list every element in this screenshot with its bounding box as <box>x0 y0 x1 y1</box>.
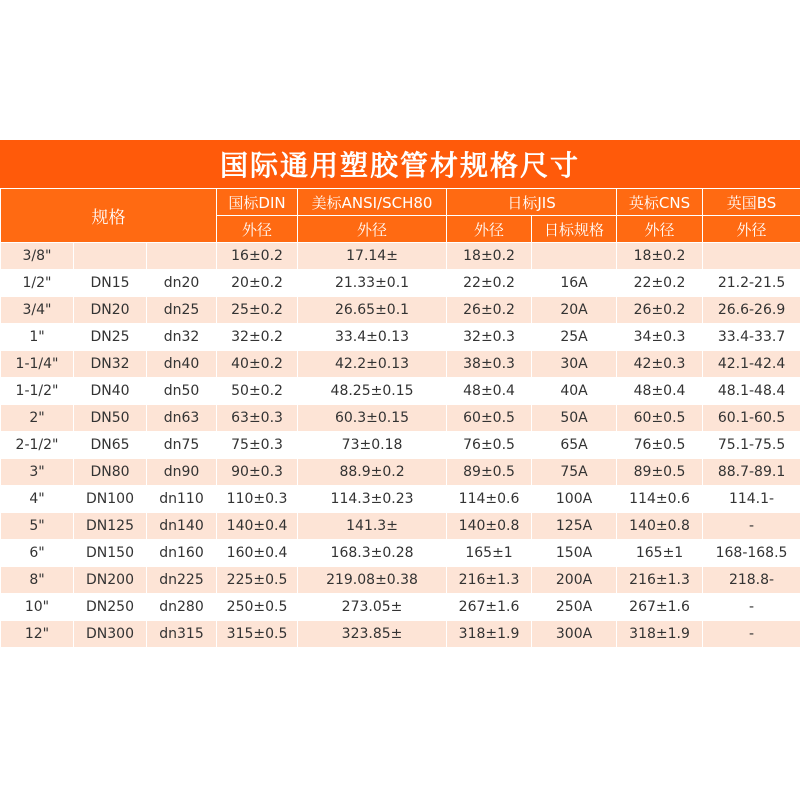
cell-ansi-od: 219.08±0.38 <box>298 567 447 594</box>
cell-jis-spec: 25A <box>532 324 617 351</box>
cell-din-od: 110±0.3 <box>217 486 298 513</box>
page-title: 国际通用塑胶管材规格尺寸 <box>219 149 580 182</box>
cell-dn-small: dn63 <box>147 405 217 432</box>
cell-jis-spec: 30A <box>532 351 617 378</box>
cell-ansi-od: 168.3±0.28 <box>298 540 447 567</box>
cell-din-od: 90±0.3 <box>217 459 298 486</box>
header-row-1 <box>1 189 800 216</box>
cell-cns-od: 89±0.5 <box>617 459 703 486</box>
cell-din-od: 225±0.5 <box>217 567 298 594</box>
cell-ansi-od: 73±0.18 <box>298 432 447 459</box>
cell-dn: DN80 <box>74 459 147 486</box>
spec-table <box>0 188 800 648</box>
cell-jis-od: 26±0.2 <box>447 297 532 324</box>
cell-ansi-od: 60.3±0.15 <box>298 405 447 432</box>
cell-cns-od: 76±0.5 <box>617 432 703 459</box>
cell-size-inch: 1/2" <box>1 270 74 297</box>
cell-ansi-od: 33.4±0.13 <box>298 324 447 351</box>
cell-dn: DN300 <box>74 621 147 648</box>
header-spec: 规格 <box>1 189 217 243</box>
cell-din-od: 75±0.3 <box>217 432 298 459</box>
cell-dn: DN125 <box>74 513 147 540</box>
cell-din-od: 16±0.2 <box>217 243 298 270</box>
cell-jis-spec <box>532 243 617 270</box>
cell-ansi-od: 21.33±0.1 <box>298 270 447 297</box>
table-row <box>1 297 800 324</box>
cell-cns-od: 60±0.5 <box>617 405 703 432</box>
cell-dn <box>74 243 147 270</box>
cell-bs-od: 26.6-26.9 <box>703 297 800 324</box>
table-row <box>1 486 800 513</box>
cell-dn-small: dn25 <box>147 297 217 324</box>
cell-jis-od: 48±0.4 <box>447 378 532 405</box>
cell-cns-od: 318±1.9 <box>617 621 703 648</box>
cell-bs-od: 75.1-75.5 <box>703 432 800 459</box>
header-od-din: 外径 <box>217 216 298 243</box>
cell-jis-spec: 65A <box>532 432 617 459</box>
table-row <box>1 594 800 621</box>
cell-din-od: 20±0.2 <box>217 270 298 297</box>
cell-jis-od: 22±0.2 <box>447 270 532 297</box>
cell-jis-spec: 300A <box>532 621 617 648</box>
cell-bs-od: 114.1- <box>703 486 800 513</box>
cell-jis-od: 267±1.6 <box>447 594 532 621</box>
table-row <box>1 405 800 432</box>
cell-cns-od: 18±0.2 <box>617 243 703 270</box>
cell-ansi-od: 141.3± <box>298 513 447 540</box>
cell-dn: DN200 <box>74 567 147 594</box>
cell-dn-small: dn280 <box>147 594 217 621</box>
cell-cns-od: 165±1 <box>617 540 703 567</box>
cell-ansi-od: 42.2±0.13 <box>298 351 447 378</box>
cell-size-inch: 3" <box>1 459 74 486</box>
cell-bs-od <box>703 243 800 270</box>
cell-size-inch: 12" <box>1 621 74 648</box>
cell-din-od: 40±0.2 <box>217 351 298 378</box>
cell-dn: DN15 <box>74 270 147 297</box>
cell-bs-od: 88.7-89.1 <box>703 459 800 486</box>
table-row <box>1 432 800 459</box>
header-od-bs: 外径 <box>703 216 800 243</box>
cell-dn-small: dn140 <box>147 513 217 540</box>
cell-dn: DN50 <box>74 405 147 432</box>
header-od-cns: 外径 <box>617 216 703 243</box>
header-din: 国标DIN <box>217 189 298 216</box>
title-bar <box>0 140 800 188</box>
table-row <box>1 243 800 270</box>
table-row <box>1 459 800 486</box>
cell-jis-od: 76±0.5 <box>447 432 532 459</box>
cell-bs-od: 42.1-42.4 <box>703 351 800 378</box>
cell-jis-spec: 125A <box>532 513 617 540</box>
cell-din-od: 250±0.5 <box>217 594 298 621</box>
header-od-jis: 外径 <box>447 216 532 243</box>
table-row <box>1 378 800 405</box>
cell-din-od: 25±0.2 <box>217 297 298 324</box>
table-row <box>1 513 800 540</box>
cell-cns-od: 140±0.8 <box>617 513 703 540</box>
cell-size-inch: 5" <box>1 513 74 540</box>
cell-ansi-od: 114.3±0.23 <box>298 486 447 513</box>
table-row <box>1 567 800 594</box>
cell-dn-small: dn20 <box>147 270 217 297</box>
cell-size-inch: 1-1/4" <box>1 351 74 378</box>
cell-dn-small: dn75 <box>147 432 217 459</box>
cell-bs-od: 21.2-21.5 <box>703 270 800 297</box>
cell-size-inch: 8" <box>1 567 74 594</box>
cell-size-inch: 1-1/2" <box>1 378 74 405</box>
cell-jis-od: 60±0.5 <box>447 405 532 432</box>
cell-cns-od: 26±0.2 <box>617 297 703 324</box>
cell-din-od: 160±0.4 <box>217 540 298 567</box>
cell-size-inch: 2-1/2" <box>1 432 74 459</box>
cell-din-od: 63±0.3 <box>217 405 298 432</box>
cell-jis-od: 114±0.6 <box>447 486 532 513</box>
cell-jis-od: 38±0.3 <box>447 351 532 378</box>
header-jis-spec: 日标规格 <box>532 216 617 243</box>
cell-ansi-od: 17.14± <box>298 243 447 270</box>
cell-cns-od: 267±1.6 <box>617 594 703 621</box>
cell-bs-od: - <box>703 513 800 540</box>
spec-table-body <box>1 243 800 648</box>
cell-dn: DN250 <box>74 594 147 621</box>
cell-dn-small: dn315 <box>147 621 217 648</box>
cell-dn-small: dn160 <box>147 540 217 567</box>
cell-jis-od: 32±0.3 <box>447 324 532 351</box>
cell-din-od: 140±0.4 <box>217 513 298 540</box>
cell-jis-spec: 100A <box>532 486 617 513</box>
cell-ansi-od: 88.9±0.2 <box>298 459 447 486</box>
cell-dn-small: dn225 <box>147 567 217 594</box>
cell-size-inch: 3/8" <box>1 243 74 270</box>
cell-cns-od: 114±0.6 <box>617 486 703 513</box>
cell-dn-small: dn90 <box>147 459 217 486</box>
cell-din-od: 315±0.5 <box>217 621 298 648</box>
cell-cns-od: 42±0.3 <box>617 351 703 378</box>
cell-dn: DN20 <box>74 297 147 324</box>
table-row <box>1 270 800 297</box>
cell-bs-od: 60.1-60.5 <box>703 405 800 432</box>
header-od-ansi: 外径 <box>298 216 447 243</box>
cell-dn: DN25 <box>74 324 147 351</box>
cell-size-inch: 4" <box>1 486 74 513</box>
cell-size-inch: 10" <box>1 594 74 621</box>
cell-jis-od: 18±0.2 <box>447 243 532 270</box>
cell-cns-od: 34±0.3 <box>617 324 703 351</box>
cell-size-inch: 6" <box>1 540 74 567</box>
cell-jis-od: 318±1.9 <box>447 621 532 648</box>
cell-din-od: 50±0.2 <box>217 378 298 405</box>
cell-size-inch: 3/4" <box>1 297 74 324</box>
cell-jis-spec: 150A <box>532 540 617 567</box>
cell-size-inch: 1" <box>1 324 74 351</box>
cell-bs-od: - <box>703 594 800 621</box>
header-jis: 日标JIS <box>447 189 617 216</box>
cell-jis-spec: 40A <box>532 378 617 405</box>
cell-jis-od: 216±1.3 <box>447 567 532 594</box>
cell-jis-od: 140±0.8 <box>447 513 532 540</box>
cell-bs-od: 168-168.5 <box>703 540 800 567</box>
cell-bs-od: 218.8- <box>703 567 800 594</box>
cell-jis-spec: 50A <box>532 405 617 432</box>
table-row <box>1 324 800 351</box>
cell-jis-spec: 75A <box>532 459 617 486</box>
cell-din-od: 32±0.2 <box>217 324 298 351</box>
cell-dn: DN32 <box>74 351 147 378</box>
cell-dn: DN40 <box>74 378 147 405</box>
cell-bs-od: - <box>703 621 800 648</box>
cell-jis-spec: 20A <box>532 297 617 324</box>
cell-ansi-od: 48.25±0.15 <box>298 378 447 405</box>
cell-dn: DN150 <box>74 540 147 567</box>
cell-jis-spec: 250A <box>532 594 617 621</box>
cell-dn: DN65 <box>74 432 147 459</box>
cell-jis-od: 89±0.5 <box>447 459 532 486</box>
cell-cns-od: 48±0.4 <box>617 378 703 405</box>
cell-bs-od: 48.1-48.4 <box>703 378 800 405</box>
cell-jis-spec: 200A <box>532 567 617 594</box>
table-row <box>1 540 800 567</box>
cell-cns-od: 22±0.2 <box>617 270 703 297</box>
cell-size-inch: 2" <box>1 405 74 432</box>
cell-dn-small: dn32 <box>147 324 217 351</box>
cell-cns-od: 216±1.3 <box>617 567 703 594</box>
cell-bs-od: 33.4-33.7 <box>703 324 800 351</box>
cell-dn-small <box>147 243 217 270</box>
cell-dn-small: dn50 <box>147 378 217 405</box>
cell-jis-od: 165±1 <box>447 540 532 567</box>
header-ansi: 美标ANSI/SCH80 <box>298 189 447 216</box>
cell-ansi-od: 273.05± <box>298 594 447 621</box>
cell-dn-small: dn110 <box>147 486 217 513</box>
header-cns: 英标CNS <box>617 189 703 216</box>
table-row <box>1 351 800 378</box>
cell-jis-spec: 16A <box>532 270 617 297</box>
cell-dn-small: dn40 <box>147 351 217 378</box>
cell-dn: DN100 <box>74 486 147 513</box>
header-bs: 英国BS <box>703 189 800 216</box>
cell-ansi-od: 26.65±0.1 <box>298 297 447 324</box>
table-row <box>1 621 800 648</box>
cell-ansi-od: 323.85± <box>298 621 447 648</box>
